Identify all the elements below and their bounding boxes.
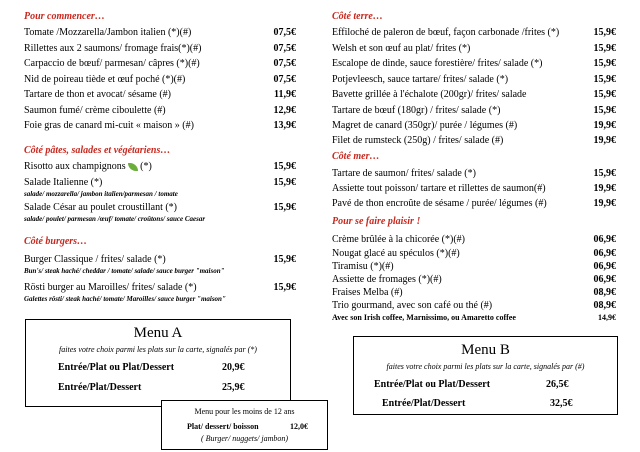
- kids-menu-choices: ( Burger/ nuggets/ jambon): [200, 434, 289, 443]
- menu-b-price-1: 26,5€: [546, 379, 569, 390]
- item-price: 15,9€: [273, 177, 296, 188]
- section-title-burgers: Côté burgers…: [24, 236, 88, 247]
- item-name: Rösti burger au Maroilles/ frites/ salade (*): [24, 282, 197, 293]
- menu-b-price-2: 32,5€: [550, 398, 573, 409]
- item-name: Escalope de dinde, sauce forestière/ frites/ salade (*): [332, 58, 543, 69]
- item-name: Tartare de thon et avocat/ sésame (#): [24, 89, 172, 100]
- item-description: salade/ poulet/ parmesan /œuf/ tomate/ croûtons/ sauce Caesar: [24, 215, 206, 223]
- item-price: 19,9€: [593, 135, 616, 146]
- item-price: 07,5€: [273, 74, 296, 85]
- item-description: Galettes rösti/ steak haché/ tomate/ Maroilles/ sauce burger "maison": [24, 295, 226, 303]
- menu-a-box: [25, 319, 291, 407]
- item-price: 15,9€: [593, 89, 616, 100]
- item-price: 19,9€: [593, 183, 616, 194]
- item-name: Magret de canard (350gr)/ purée / légumes (#): [332, 120, 518, 131]
- item-price: 07,5€: [273, 27, 296, 38]
- kids-menu-box: [161, 400, 328, 450]
- item-name: Assiette tout poisson/ tartare et rillettes de saumon(#): [332, 183, 546, 194]
- item-price: 13,9€: [273, 120, 296, 131]
- item-name: Tartare de saumon/ frites/ salade (*): [332, 168, 476, 179]
- menu-b-line-1: Entrée/Plat ou Plat/Dessert: [374, 379, 491, 390]
- item-price: 08,9€: [593, 287, 616, 298]
- section-title-commencer: Pour commencer…: [24, 11, 105, 22]
- item-price: 06,9€: [593, 234, 616, 245]
- menu-b-line-2: Entrée/Plat/Dessert: [382, 398, 466, 409]
- menu-a-line-2: Entrée/Plat/Dessert: [58, 382, 142, 393]
- item-name: Rillettes aux 2 saumons/ fromage frais(*)(#): [24, 43, 202, 54]
- item-name: Welsh et son œuf au plat/ frites (*): [332, 43, 471, 54]
- item-name: Salade Italienne (*): [24, 177, 103, 188]
- menu-a-note: faites votre choix parmi les plats sur la carte, signalés par (*): [59, 345, 257, 354]
- item-name: Crème brûlée à la chicorée (*)(#): [332, 234, 465, 245]
- item-price: 12,9€: [273, 105, 296, 116]
- kids-menu-price: 12,0€: [290, 422, 308, 431]
- section-title-plaisir: Pour se faire plaisir !: [332, 216, 421, 227]
- item-price: 15,9€: [593, 105, 616, 116]
- item-price: 14,9€: [598, 313, 616, 322]
- item-price: 08,9€: [593, 300, 616, 311]
- item-name: Pavé de thon encroûte de sésame / purée/ légumes (#): [332, 198, 547, 209]
- item-description: salade/ mozzarella/ jambon italien/parmesan / tomate: [24, 190, 178, 198]
- item-name: Bavette grillée à l'échalote (200gr)/ frites/ salade: [332, 89, 527, 100]
- menu-a-price-2: 25,9€: [222, 382, 245, 393]
- vegetarian-leaf-icon: [128, 163, 138, 171]
- item-name: Foie gras de canard mi-cuit « maison » (#): [24, 120, 194, 131]
- item-name: Assiette de fromages (*)(#): [332, 274, 442, 285]
- item-price: 15,9€: [273, 254, 296, 265]
- item-price: 15,9€: [593, 74, 616, 85]
- item-name: Tiramisu (*)(#): [332, 261, 394, 272]
- kids-menu-title: Menu pour les moins de 12 ans: [194, 407, 295, 416]
- item-name: Burger Classique / frites/ salade (*): [24, 254, 166, 265]
- section-title-mer: Côté mer…: [332, 151, 380, 162]
- item-price: 06,9€: [593, 248, 616, 259]
- menu-b-box: [353, 336, 618, 415]
- left-column: [24, 0, 296, 320]
- item-price: 15,9€: [593, 43, 616, 54]
- item-suffix: (*): [137, 161, 152, 172]
- menu-b-title: Menu B: [461, 342, 510, 358]
- item-name: Saumon fumé/ crème ciboulette (#): [24, 105, 166, 116]
- item-price: 19,9€: [593, 120, 616, 131]
- item-name: Carpaccio de bœuf/ parmesan/ câpres (*)(#): [24, 58, 200, 69]
- right-column: [332, 0, 616, 330]
- item-name: Effiloché de paleron de bœuf, façon carbonade /frites (*): [332, 27, 560, 38]
- item-name: Tartare de bœuf (180gr) / frites/ salade (*): [332, 105, 501, 116]
- section-title-pates: Côté pâtes, salades et végétariens…: [24, 145, 171, 156]
- item-price: 06,9€: [593, 274, 616, 285]
- item-name: Potjevleesch, sauce tartare/ frites/ salade (*): [332, 74, 509, 85]
- item-price: 07,5€: [273, 43, 296, 54]
- item-name: Risotto aux champignons: [24, 161, 126, 172]
- item-price: 11,9€: [274, 89, 296, 100]
- item-name: Filet de rumsteck (250g) / frites/ salade (#): [332, 135, 504, 146]
- menu-a-title: Menu A: [133, 325, 183, 341]
- item-name: Fraises Melba (#): [332, 287, 403, 298]
- item-name: Nid de poireau tiède et œuf poché (*)(#): [24, 74, 186, 85]
- item-price: 19,9€: [593, 198, 616, 209]
- item-price: 07,5€: [273, 58, 296, 69]
- item-description: Bun's/ steak haché/ cheddar / tomate/ salade/ sauce burger "maison": [24, 267, 225, 275]
- item-name: Avec son Irish coffee, Marnissimo, ou Amaretto coffee: [332, 313, 516, 322]
- kids-menu-line: Plat/ dessert/ boisson: [187, 422, 259, 431]
- item-name: Trio gourmand, avec son café ou thé (#): [332, 300, 493, 311]
- menu-a-price-1: 20,9€: [222, 362, 245, 373]
- item-price: 15,9€: [593, 58, 616, 69]
- item-price: 15,9€: [593, 168, 616, 179]
- item-price: 06,9€: [593, 261, 616, 272]
- item-name: Nougat glacé au spéculos (*)(#): [332, 248, 460, 259]
- item-name: Tomate /Mozzarella/Jambon italien (*)(#): [24, 27, 192, 38]
- item-name: Salade César au poulet croustillant (*): [24, 202, 178, 213]
- item-price: 15,9€: [593, 27, 616, 38]
- menu-b-note: faites votre choix parmi les plats sur la carte, signalés par (#): [386, 362, 585, 371]
- menu-a-line-1: Entrée/Plat ou Plat/Dessert: [58, 362, 175, 373]
- item-price: 15,9€: [273, 202, 296, 213]
- item-price: 15,9€: [273, 282, 296, 293]
- section-title-terre: Côté terre…: [332, 11, 383, 22]
- item-price: 15,9€: [273, 161, 296, 172]
